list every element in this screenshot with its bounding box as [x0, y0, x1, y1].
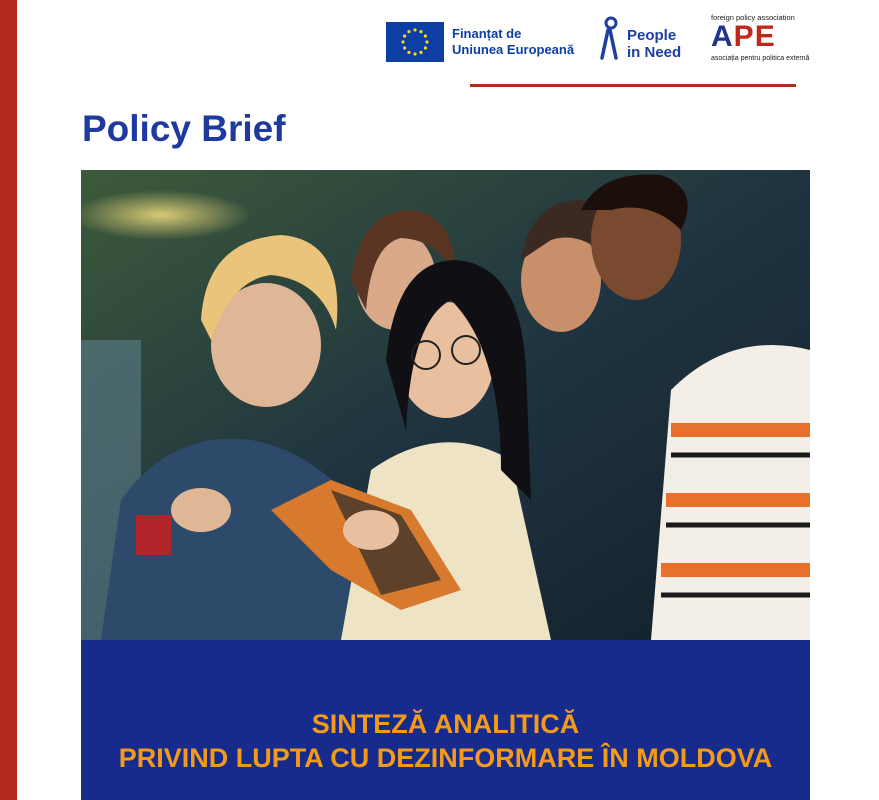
eu-flag-icon [386, 22, 444, 62]
eu-funding-label [452, 26, 574, 58]
ape-logo-subtitle: asociația pentru politica externă [711, 55, 810, 62]
banner-title-line1: SINTEZĂ ANALITICĂ [311, 709, 580, 739]
ape-logo [711, 21, 776, 53]
people-in-need-label [627, 27, 681, 61]
pin-line1: People [627, 27, 677, 44]
people-in-need-logo-icon [598, 16, 620, 62]
pin-line2: in Need [627, 44, 682, 61]
page-title: Policy Brief [82, 108, 286, 149]
ape-letter-p: P [733, 20, 755, 53]
eu-funding-line2: Uniunea Europeană [452, 42, 575, 57]
banner-title-line2: PRIVIND LUPTA CU DEZINFORMARE ÎN MOLDOVA [118, 743, 773, 773]
ape-logo-top-text: foreign policy association [711, 13, 795, 22]
left-accent-bar [0, 0, 17, 800]
cover-photo [81, 170, 810, 640]
eu-funding-line1: Finanțat de [452, 26, 522, 41]
header-divider [470, 84, 796, 87]
ape-letter-e: E [754, 20, 776, 53]
ape-letter-a: A [711, 20, 734, 53]
title-banner [81, 640, 810, 800]
